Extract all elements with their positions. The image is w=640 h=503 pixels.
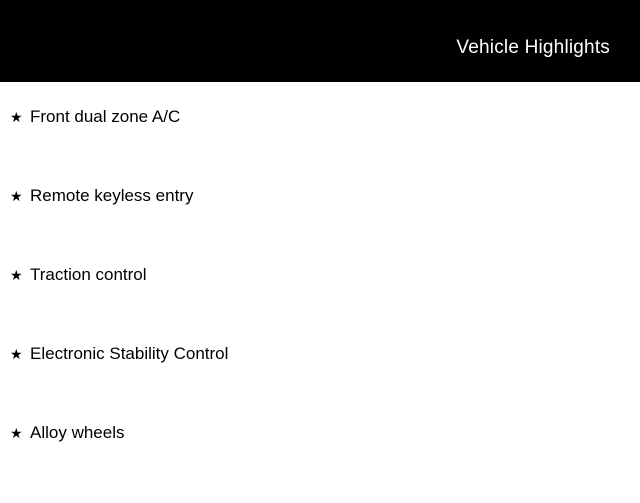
list-item (0, 424, 640, 503)
list-item (0, 187, 640, 266)
star-icon: ★ (10, 188, 23, 204)
list-item (0, 266, 640, 345)
page-title: Vehicle Highlights (456, 37, 610, 58)
star-icon: ★ (10, 346, 23, 362)
feature-label: Front dual zone A/C (30, 107, 181, 126)
list-item (0, 345, 640, 424)
star-icon: ★ (10, 425, 23, 441)
features-list (0, 82, 640, 480)
feature-label: Remote keyless entry (30, 186, 194, 205)
star-icon: ★ (10, 109, 23, 125)
page-header (0, 0, 640, 82)
list-item (0, 108, 640, 187)
feature-label: Traction control (30, 265, 147, 284)
feature-label: Electronic Stability Control (30, 344, 229, 363)
star-icon: ★ (10, 267, 23, 283)
feature-label: Alloy wheels (30, 423, 125, 442)
